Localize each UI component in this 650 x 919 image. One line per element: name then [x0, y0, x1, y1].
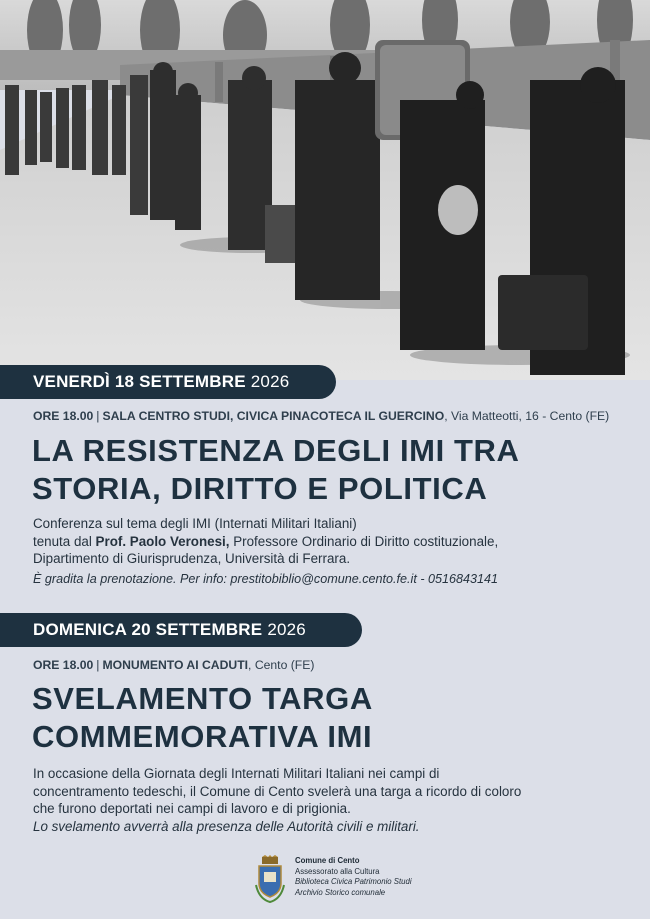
- event1-description: [33, 515, 623, 568]
- event1-title-line2: STORIA, DIRITTO E POLITICA: [32, 471, 488, 506]
- footer-line1: Comune di Cento: [295, 856, 360, 865]
- city-crest-icon: [253, 855, 287, 905]
- event1-desc-line2-post: Professore Ordinario di Diritto costituzionale,: [229, 533, 499, 549]
- event2-time: ORE 18.00: [33, 658, 94, 672]
- event2-address: , Cento (FE): [248, 658, 315, 672]
- event2-separator: |: [96, 658, 100, 672]
- event1-title: [32, 432, 520, 508]
- event2-date-band: [0, 613, 362, 647]
- footer-line3: Biblioteca Civica Patrimonio Studi: [295, 877, 412, 886]
- footer-organizer: [253, 855, 412, 905]
- event2-meta: [33, 658, 314, 672]
- event1-time: ORE 18.00: [33, 409, 94, 423]
- photo-illustration: [0, 0, 650, 380]
- event1-day: VENERDÌ 18 SETTEMBRE: [33, 372, 246, 391]
- event1-meta: [33, 409, 609, 423]
- event2-title-line2: COMMEMORATIVA IMI: [32, 719, 373, 754]
- event1-separator: |: [96, 409, 100, 423]
- event2-day: DOMENICA 20 SETTEMBRE: [33, 620, 263, 639]
- footer-line4: Archivio Storico comunale: [295, 887, 386, 897]
- event2-title-line1: SVELAMENTO TARGA: [32, 681, 373, 716]
- event2-note: Lo svelamento avverrà alla presenza delle Autorità civili e militari.: [33, 818, 420, 834]
- event2-year: 2026: [267, 620, 306, 639]
- event2-description: [33, 765, 623, 835]
- event1-desc-line2-pre: tenuta dal: [33, 533, 96, 549]
- event1-info[interactable]: È gradita la prenotazione. Per info: prestitobiblio@comune.cento.fe.it - 0516843141: [33, 572, 499, 586]
- event1-title-line1: LA RESISTENZA DEGLI IMI TRA: [32, 433, 520, 468]
- event1-address: , Via Matteotti, 16 - Cento (FE): [444, 409, 610, 423]
- event2-desc-line2: concentramento tedeschi, il Comune di Cento svelerà una targa a ricordo di coloro: [33, 783, 522, 799]
- event1-date-band: [0, 365, 336, 399]
- event1-desc-line2: [33, 533, 623, 551]
- event1-year: 2026: [250, 372, 290, 391]
- event1-desc-line3: Dipartimento di Giurisprudenza, Università di Ferrara.: [33, 551, 351, 567]
- event2-place: MONUMENTO AI CADUTI: [102, 658, 249, 672]
- event2-desc-line3: che furono deportati nei campi di lavoro e di prigionia.: [33, 801, 351, 817]
- event1-desc-line1: Conferenza sul tema degli IMI (Internati Militari Italiani): [33, 516, 357, 531]
- event2-desc-line1: In occasione della Giornata degli Internati Militari Italiani nei campi di: [33, 766, 440, 781]
- speaker-name: Prof. Paolo Veronesi,: [95, 533, 230, 549]
- event2-title: [32, 680, 373, 756]
- historical-photo: [0, 0, 650, 380]
- event1-place: SALA CENTRO STUDI, CIVICA PINACOTECA IL GUERCINO: [102, 409, 445, 423]
- footer-line2: Assessorato alla Cultura: [295, 866, 380, 876]
